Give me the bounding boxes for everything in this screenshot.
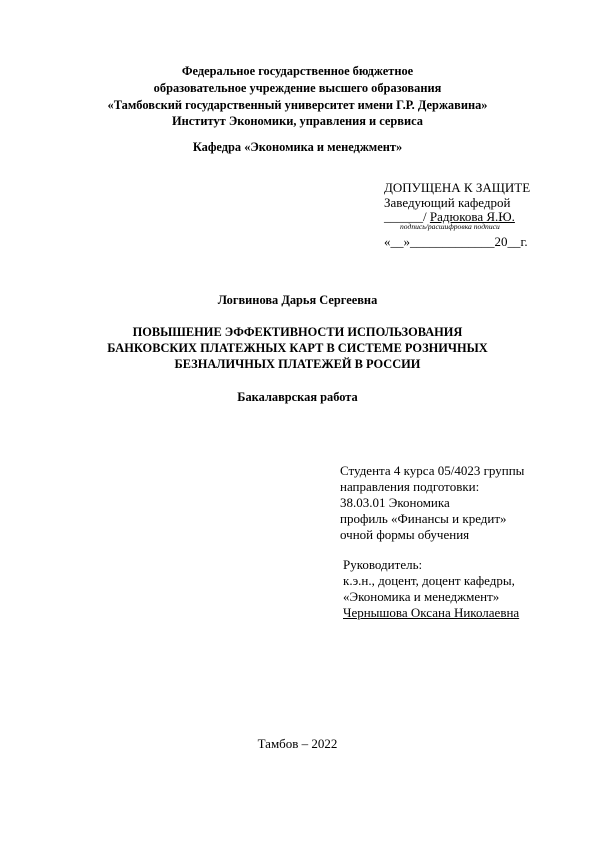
supervisor-label: Руководитель: [343,557,423,572]
header-line-1: Федеральное государственное бюджетное [181,64,414,78]
header-line-2: образовательное учреждение высшего образования [153,81,442,95]
header-line-4: Институт Экономики, управления и сервиса [172,114,423,128]
header-line-3: «Тамбовский государственный университет имени Г.Р. Державина» [107,98,488,112]
thesis-title-line-1: ПОВЫШЕНИЕ ЭФФЕКТИВНОСТИ ИСПОЛЬЗОВАНИЯ [132,325,463,339]
city-year: Тамбов – 2022 [257,736,338,751]
head-of-department-name: Радюкова Я.Ю. [429,209,515,224]
supervisor-degree: к.э.н., доцент, доцент кафедры, [343,573,515,588]
signature-blank: ______/ [384,209,427,224]
student-info-line-2: направления подготовки: [340,479,480,494]
thesis-title-line-2: БАНКОВСКИХ ПЛАТЕЖНЫХ КАРТ В СИСТЕМЕ РОЗНИЧНЫХ [107,341,488,355]
thesis-title-line-3: БЕЗНАЛИЧНЫХ ПЛАТЕЖЕЙ В РОССИИ [174,357,421,371]
department-line: Кафедра «Экономика и менеджмент» [192,140,403,154]
signature-caption: подпись/расшифровка подписи [400,222,500,231]
approval-role: Заведующий кафедрой [384,195,511,210]
approval-title: ДОПУЩЕНА К ЗАЩИТЕ [384,180,531,195]
approval-date-line: «__»_____________20__г. [384,234,528,249]
student-info-line-3: 38.03.01 Экономика [340,495,450,510]
student-info-line-4: профиль «Финансы и кредит» [340,511,507,526]
student-info-line-1: Студента 4 курса 05/4023 группы [340,463,525,478]
supervisor-name: Чернышова Оксана Николаевна [343,605,520,620]
supervisor-department: «Экономика и менеджмент» [343,589,500,604]
work-type: Бакалаврская работа [237,390,358,404]
author-name: Логвинова Дарья Сергеевна [217,293,378,307]
student-info-line-5: очной формы обучения [340,527,470,542]
